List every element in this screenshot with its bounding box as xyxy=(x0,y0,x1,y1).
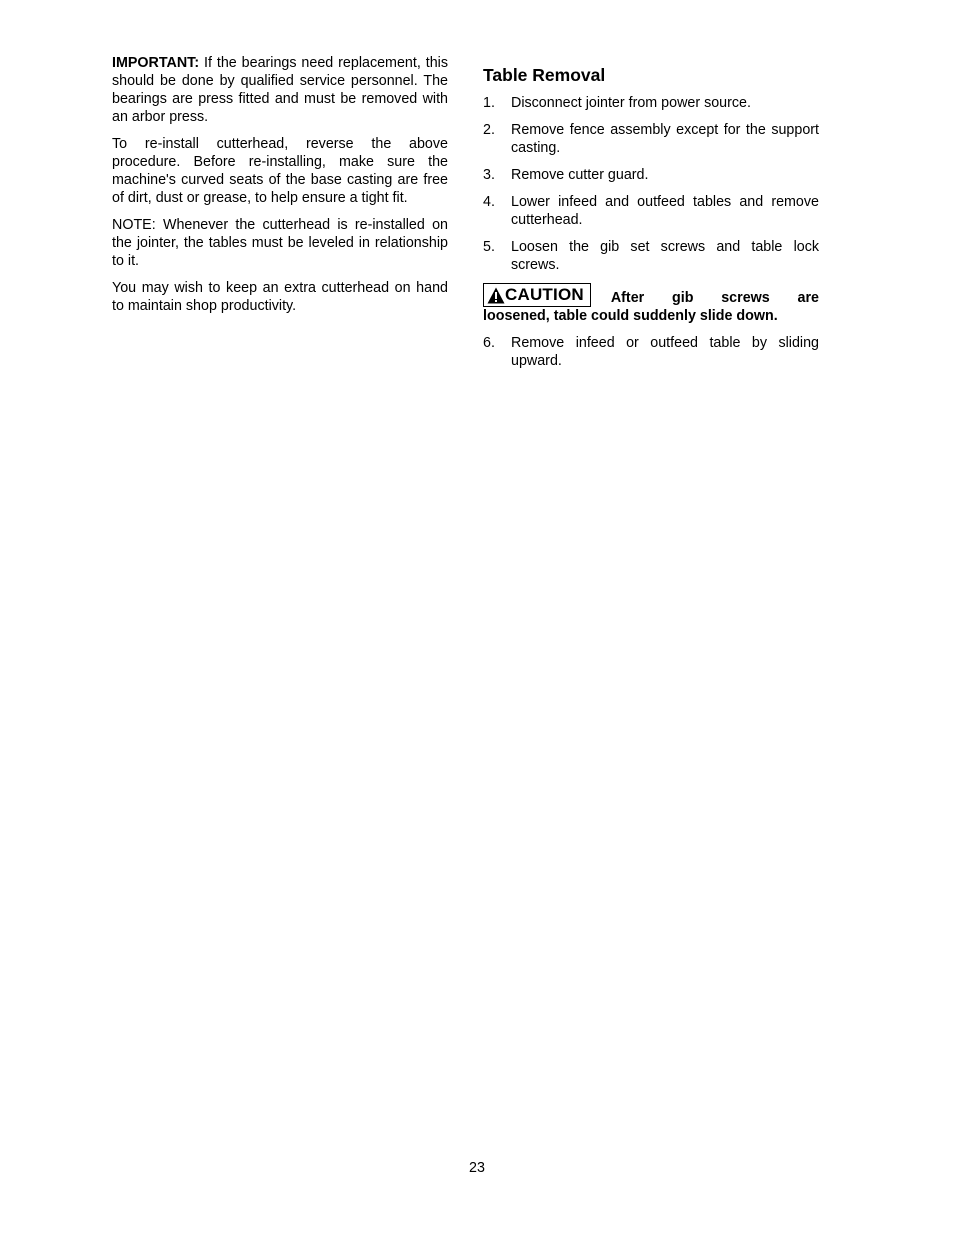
page-number: 23 xyxy=(469,1160,485,1176)
list-item xyxy=(483,193,819,229)
section-heading: Table Removal xyxy=(483,65,606,85)
step-text: Remove fence assembly except for the support casting. xyxy=(511,122,819,156)
caution-first-line xyxy=(483,283,819,307)
reinstall-paragraph: To re-install cutterhead, reverse the above procedure. Before re-installing, make sure the machine's curved seats of the base casting are free of dirt, dust or grease, to help ensure a tight fit. xyxy=(112,136,448,206)
step-number: 4. xyxy=(483,194,495,210)
extra-cutterhead-paragraph: You may wish to keep an extra cutterhead on hand to maintain shop productivity. xyxy=(112,280,448,314)
step-text: Remove cutter guard. xyxy=(511,167,649,183)
list-item xyxy=(483,121,819,157)
caution-word: After xyxy=(610,290,645,306)
caution-label: CAUTION xyxy=(505,285,584,304)
list-item xyxy=(483,238,819,274)
note-paragraph: NOTE: Whenever the cutterhead is re-installed on the jointer, the tables must be leveled in relationship to it. xyxy=(112,217,448,269)
caution-word: screws xyxy=(721,290,770,306)
important-paragraph xyxy=(112,54,448,126)
list-item xyxy=(483,334,819,370)
important-text: If the bearings need replacement, this should be done by qualified service personnel. The bearings are press fitted and must be removed with an arbor press. xyxy=(112,55,448,125)
step-text: Remove infeed or outfeed table by sliding upward. xyxy=(511,335,819,369)
warning-triangle-icon xyxy=(487,287,505,304)
caution-notice xyxy=(483,283,819,325)
removal-steps-list-continued xyxy=(483,334,819,370)
caution-word: gib xyxy=(672,290,694,306)
step-text: Disconnect jointer from power source. xyxy=(511,95,751,111)
left-column xyxy=(112,54,448,324)
list-item xyxy=(483,94,819,112)
step-number: 5. xyxy=(483,239,495,255)
caution-badge xyxy=(483,283,591,307)
caution-first-line-words xyxy=(611,289,819,307)
right-column xyxy=(483,54,819,379)
step-number: 3. xyxy=(483,167,495,183)
important-label: IMPORTANT: xyxy=(112,55,200,71)
removal-steps-list xyxy=(483,94,819,274)
caution-second-line: loosened, table could suddenly slide down. xyxy=(483,308,778,324)
step-text: Loosen the gib set screws and table lock screws. xyxy=(511,239,819,273)
step-number: 2. xyxy=(483,122,495,138)
step-text: Lower infeed and outfeed tables and remove cutterhead. xyxy=(511,194,819,228)
caution-word: are xyxy=(797,290,819,306)
list-item xyxy=(483,166,819,184)
step-number: 6. xyxy=(483,335,495,351)
step-number: 1. xyxy=(483,95,495,111)
